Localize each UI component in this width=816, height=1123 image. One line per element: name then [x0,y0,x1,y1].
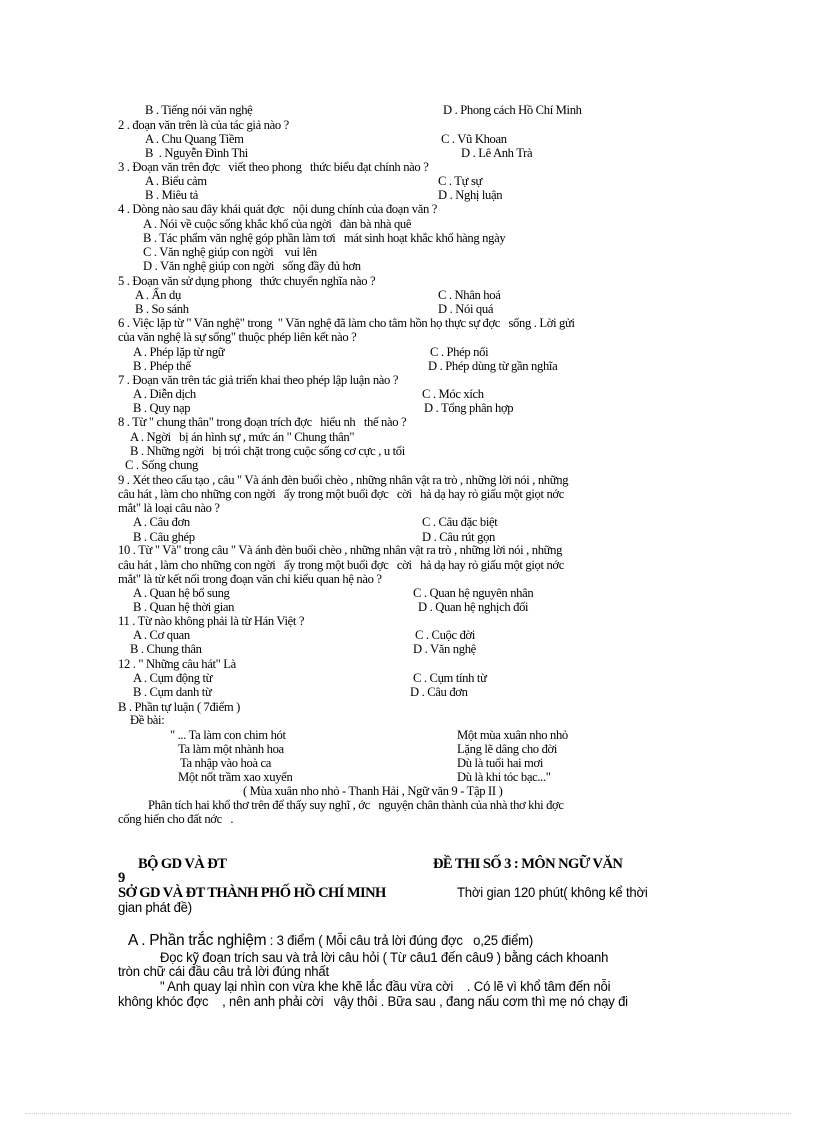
text-line: 4 . Dòng nào sau đây khái quát đợc nội dung chính của đoạn văn ? [118,201,438,216]
text-line: A . Diễn dịch [133,386,196,401]
text-line: C . Văn nghệ giúp con ngời vui lên [143,244,317,259]
text-line-right-column: D . Phong cách Hồ Chí Minh [443,102,582,117]
text-line-right-column: D . Lê Anh Trà [461,145,533,160]
text-line-right-column: C . Phép nối [430,344,489,359]
text-line-right-column: C . Cuộc đời [415,627,476,642]
text-line: cống hiến cho đất nớc . [118,811,234,826]
text-line: B . Phép thế [133,358,191,373]
text-line: 9 . Xét theo cấu tạo , câu " Và ánh đèn buổi chèo , những nhân vật ra trò , những lời nói , những [118,472,569,487]
time-limit-cont: gian phát đề) [118,900,192,915]
excerpt: " Anh quay lại nhìn con vừa khe khẽ lắc đầu vừa cời . Có lẽ vì khổ tâm đến nỗi [160,979,611,994]
text-line: 3 . Đoạn văn trên đợc viết theo phong thức biểu đạt chính nào ? [118,159,429,174]
text-line: A . Biểu cảm [145,173,207,188]
text-line: C . Sống chung [125,457,199,472]
text-line: B . Câu ghép [133,529,195,544]
text-line: A . Câu đơn [133,514,190,529]
text-line: Ta làm một nhành hoa [178,741,284,756]
text-line: câu hát , làm cho những con ngời ấy trong một buổi đợc cời hả dạ hay rỏ giấu một giọt nớc [118,486,565,501]
text-line: 5 . Đoạn văn sử dụng phong thức chuyển nghĩa nào ? [118,273,376,288]
text-line: A . Nói về cuộc sống khắc khổ của ngời đàn bà nhà quê [143,216,412,231]
text-line: A . Quan hệ bổ sung [133,585,230,600]
text-line: 8 . Từ " chung thân" trong đoạn trích đợc hiểu nh thế nào ? [118,414,407,429]
text-line-right-column: C . Câu đặc biệt [422,514,498,529]
text-line: A . Chu Quang Tiềm [145,131,244,146]
text-line-right-column: D . Văn nghệ [413,641,476,656]
ministry-heading: BỘ GD VÀ ĐT [138,856,227,872]
text-line: Ta nhập vào hoà ca [180,755,272,770]
text-line: B . Phần tự luận ( 7điểm ) [118,699,240,714]
text-line: A . Ẩn dụ [135,287,181,302]
text-line: A . Ngời bị án hình sự , mức án " Chung thân" [130,429,355,444]
part-a-heading [128,934,533,948]
text-line: câu hát , làm cho những con ngời ấy trong một buổi đợc cời hả dạ hay rỏ giấu một giọt nớc [118,557,565,572]
part-a-score: : 3 điểm ( Mỗi câu trả lời đúng đợc o,25 điểm) [266,933,534,948]
text-line-right-column: C . Móc xích [422,386,484,401]
text-line: B . Miêu tả [145,187,199,202]
text-line: " ... Ta làm con chim hót [170,727,286,742]
text-line: B . Quy nạp [133,400,191,415]
text-line: Một nốt trầm xao xuyến [178,769,293,784]
text-line: A . Phép lặp từ ngữ [133,344,225,359]
instruction-cont: tròn chữ cái đầu câu trả lời đúng nhất [118,964,329,979]
text-line: mắt" là loại câu nào ? [118,500,220,515]
text-line: B . Nguyễn Đình Thi [145,145,248,160]
text-line: 11 . Từ nào không phải là từ Hán Việt ? [118,613,305,628]
text-line: B . Tác phẩm văn nghệ góp phần làm tơi mát sinh hoạt khắc khổ hàng ngày [143,230,506,245]
text-line: ( Mùa xuân nho nhỏ - Thanh Hải , Ngữ văn 9 - Tập II ) [243,783,503,798]
text-line-right-column: C . Quan hệ nguyên nhân [413,585,534,600]
text-line: 2 . đoạn văn trên là của tác giả nào ? [118,117,289,132]
text-line-right-column: D . Phép dùng từ gần nghĩa [428,358,558,373]
text-line-right-column: C . Tự sự [438,173,483,188]
text-line: B . Tiếng nói văn nghệ [145,102,253,117]
text-line: B . Quan hệ thời gian [133,599,235,614]
text-line-right-column: D . Nghị luận [438,187,503,202]
text-line-right-column: C . Nhân hoá [438,287,501,302]
text-line-right-column: D . Nói quá [438,301,494,316]
text-line: 12 . " Những câu hát" Là [118,656,236,671]
text-line-right-column: D . Quan hệ nghịch đối [418,599,529,614]
text-line: B . Cụm danh từ [133,684,212,699]
text-line: Phân tích hai khổ thơ trên để thấy suy nghĩ , ớc nguyện chân thành của nhà thơ khi đợc [148,797,564,812]
text-line-right-column: Dù là tuổi hai mơi [457,755,544,770]
text-line: 7 . Đoạn văn trên tác giả triển khai theo phép lập luận nào ? [118,372,399,387]
text-line-right-column: D . Câu rút gọn [422,529,496,544]
department-heading: SỞ GD VÀ ĐT THÀNH PHỐ HỒ CHÍ MINH [118,885,386,901]
text-line-right-column: C . Cụm tính từ [413,670,487,685]
part-a-title: A . Phần trắc nghiệm [128,932,267,949]
text-line-right-column: Một mùa xuân nho nhỏ [457,727,568,742]
text-line-right-column: C . Vũ Khoan [441,131,507,146]
grade-number: 9 [118,870,125,886]
text-line: B . So sánh [135,301,189,316]
text-line-right-column: D . Câu đơn [410,684,468,699]
text-line-right-column: D . Tổng phân hợp [424,400,514,415]
text-line-right-column: Dù là khi tóc bạc..." [457,769,551,784]
text-line: D . Văn nghệ giúp con ngời sống đầy đủ hơn [143,258,361,273]
text-line: Đề bài: [130,712,165,727]
page-border [25,1113,791,1114]
exam-title: ĐỀ THI SỐ 3 : MÔN NGỮ VĂN [433,856,623,872]
text-line: B . Những ngời bị trói chặt trong cuộc sống cơ cực , u tối [130,443,405,458]
time-limit: Thời gian 120 phút( không kể thời [457,885,648,900]
text-line: 10 . Từ " Và" trong câu " Và ánh đèn buổi chèo , những nhân vật ra trò , những lời nói , những [118,542,563,557]
instruction: Đọc kỹ đoạn trích sau và trả lời câu hỏi ( Từ câu1 đến câu9 ) bằng cách khoanh [160,950,609,965]
text-line: 6 . Việc lặp từ " Văn nghệ" trong " Văn nghệ đã làm cho tâm hồn họ thực sự đợc sống . Lời gửi [118,315,575,330]
text-line: A . Cơ quan [133,627,190,642]
text-line: của văn nghệ là sự sống" thuộc phép liên kết nào ? [118,329,357,344]
text-line: mắt" là từ kết nối trong đoạn văn chỉ kiểu quan hệ nào ? [118,571,382,586]
excerpt-cont: không khóc đợc , nên anh phải cời vậy thôi . Bữa sau , đang nấu cơm thì mẹ nó chạy đi [118,994,628,1009]
text-line: B . Chung thân [130,641,202,656]
text-line-right-column: Lặng lẽ dâng cho đời [457,741,558,756]
text-line: A . Cụm động từ [133,670,213,685]
